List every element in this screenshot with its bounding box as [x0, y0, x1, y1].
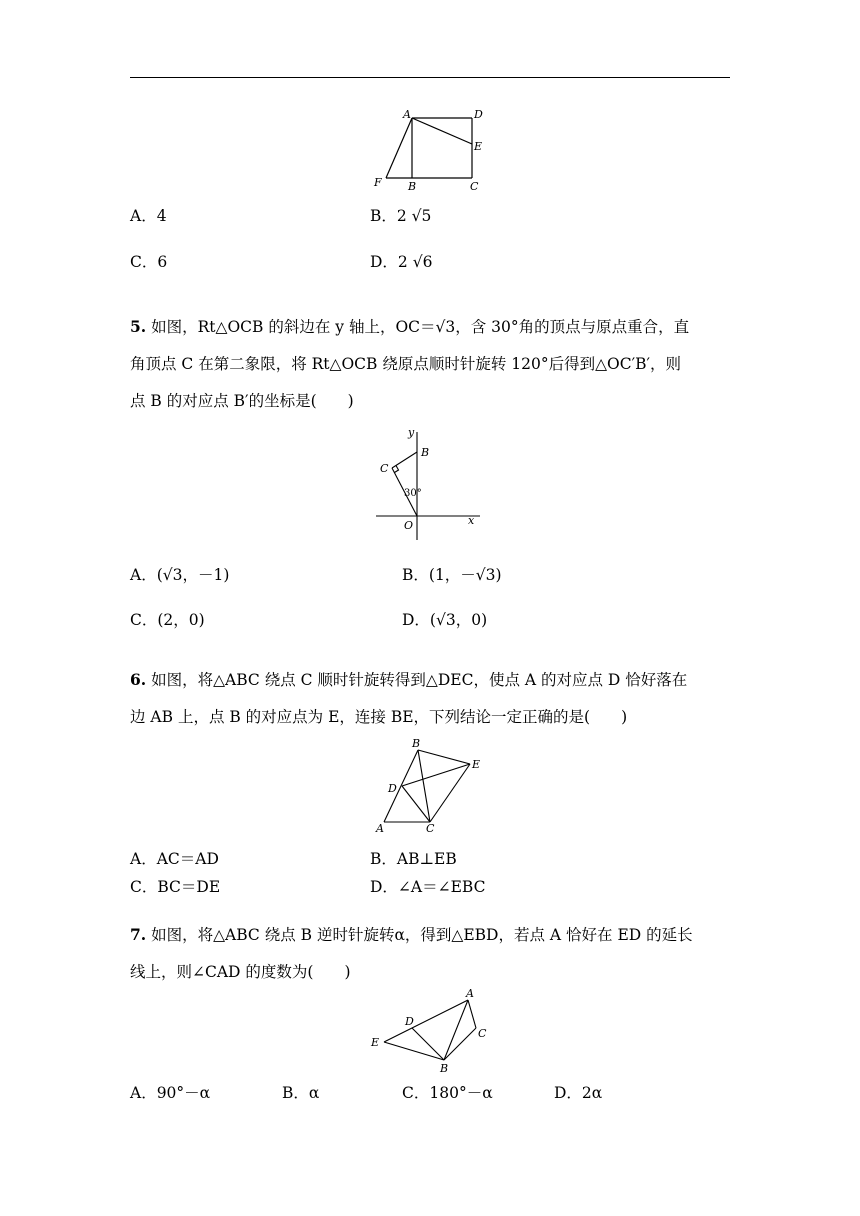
q4-seg-AE	[412, 118, 472, 144]
q5-label-x: x	[468, 514, 475, 527]
q6-option-c: C．BC＝DE	[130, 878, 221, 896]
q5-line3: 点 B 的对应点 B′的坐标是( )	[130, 392, 354, 410]
q4-seg-AF	[386, 118, 412, 178]
q7-seg-AB	[444, 1000, 468, 1060]
q7-number: 7.	[130, 925, 147, 944]
q5-option-d: D．(√3，0)	[402, 611, 488, 629]
q6-label-C: C	[426, 822, 435, 835]
q5-seg-CB	[392, 452, 417, 468]
q6-seg-BE	[418, 750, 470, 764]
q6-label-D: D	[388, 782, 397, 795]
q4-label-A: A	[403, 108, 411, 121]
q7-label-D: D	[405, 1015, 414, 1028]
q5-label-30: 30°	[404, 488, 422, 499]
q7-label-E: E	[371, 1036, 380, 1049]
q7-seg-EA	[384, 1000, 468, 1042]
q6-line1: 如图，将△ABC 绕点 C 顺时针旋转得到△DEC，使点 A 的对应点 D 恰好落在	[151, 671, 688, 689]
q4-label-C: C	[470, 180, 479, 193]
q7-seg-AC	[468, 1000, 476, 1028]
q6-label-B: B	[412, 737, 421, 750]
q7-stem	[130, 916, 735, 991]
q6-number: 6.	[130, 670, 147, 689]
q5-line1: 如图，Rt△OCB 的斜边在 y 轴上，OC＝√3，含 30°角的顶点与原点重合，直	[151, 318, 690, 336]
q7-line1: 如图，将△ABC 绕点 B 逆时针旋转α，得到△EBD，若点 A 恰好在 ED 的延长	[151, 926, 693, 944]
q6-label-E: E	[472, 758, 481, 771]
q6-label-A: A	[376, 822, 384, 835]
q7-figure	[368, 988, 498, 1074]
q5-line2: 角顶点 C 在第二象限，将 Rt△OCB 绕原点顺时针旋转 120°后得到△OC′B′，则	[130, 355, 682, 373]
q6-option-b: B．AB⊥EB	[370, 850, 457, 868]
q5-label-C: C	[380, 462, 389, 475]
q4-option-c: C．6	[130, 253, 168, 271]
q7-label-B: B	[440, 1062, 449, 1074]
q5-option-a: A．(√3，－1)	[130, 566, 230, 584]
q6-line2: 边 AB 上，点 B 的对应点为 E，连接 BE，下列结论一定正确的是( )	[130, 708, 628, 726]
q4-label-B: B	[408, 180, 417, 193]
q4-figure	[370, 104, 490, 194]
q6-option-d: D．∠A＝∠EBC	[370, 878, 486, 896]
q5-stem	[130, 308, 735, 420]
header-rule	[130, 77, 730, 78]
q4-label-E: E	[474, 140, 483, 153]
q4-label-D: D	[474, 108, 483, 121]
q7-option-b: B．α	[282, 1084, 320, 1102]
q6-figure	[370, 736, 500, 836]
q5-figure	[372, 424, 487, 542]
q5-label-O: O	[404, 519, 414, 532]
q4-label-F: F	[374, 176, 382, 189]
q7-label-A: A	[466, 988, 474, 1000]
q6-seg-DC	[402, 786, 430, 822]
q6-seg-DE	[402, 764, 470, 786]
q4-option-b: B．2 √5	[370, 207, 432, 225]
q6-stem	[130, 661, 735, 736]
q7-label-C: C	[478, 1027, 487, 1040]
q7-line2: 线上，则∠CAD 的度数为( )	[130, 963, 351, 981]
q7-option-c: C．180°－α	[402, 1084, 493, 1102]
q5-option-b: B．(1，－√3)	[402, 566, 502, 584]
q4-option-d: D．2 √6	[370, 253, 433, 271]
q5-label-B: B	[421, 446, 430, 459]
q7-option-d: D．2α	[554, 1084, 603, 1102]
q4-option-a: A．4	[130, 207, 167, 225]
q6-option-a: A．AC＝AD	[130, 850, 219, 868]
q7-option-a: A．90°－α	[130, 1084, 211, 1102]
q5-option-c: C．(2，0)	[130, 611, 205, 629]
q5-number: 5.	[130, 317, 147, 336]
q6-seg-BC	[418, 750, 430, 822]
q6-seg-EC	[430, 764, 470, 822]
q7-seg-CB	[444, 1028, 476, 1060]
q5-label-y: y	[408, 426, 415, 439]
